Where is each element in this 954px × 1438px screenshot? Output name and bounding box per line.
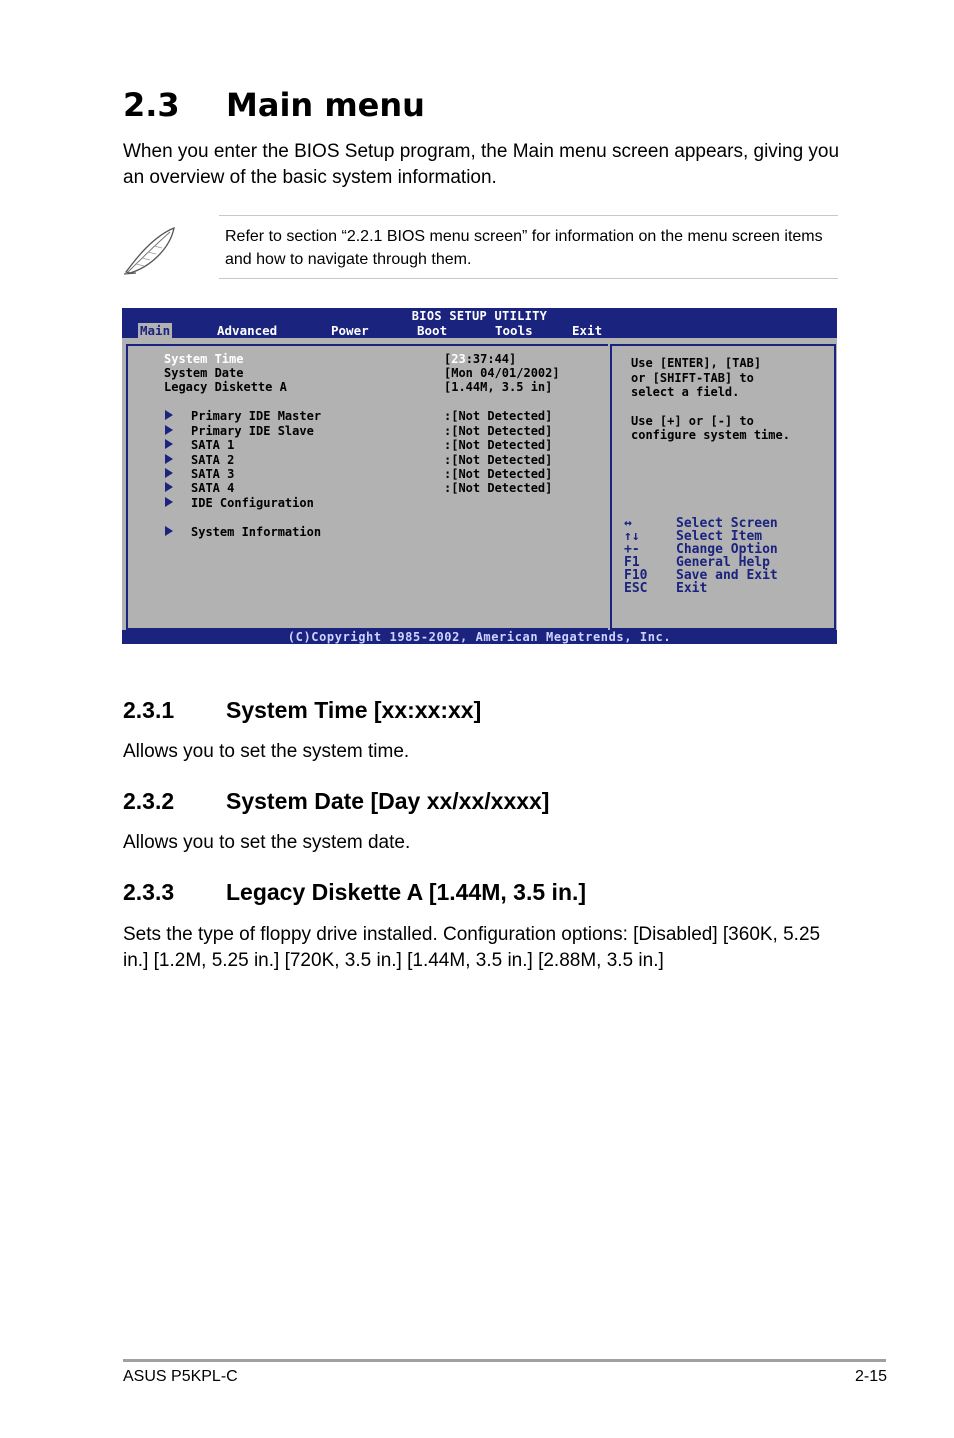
bios-screen [122, 308, 837, 644]
subsection-body-system-time: Allows you to set the system time. [123, 741, 410, 762]
submenu-sata-1[interactable]: SATA 1 [191, 438, 235, 452]
note-divider-top [219, 215, 838, 216]
intro-paragraph: When you enter the BIOS Setup program, the Main menu screen appears, giving you an overview of the basic system information. [123, 141, 840, 188]
system-time-value[interactable]: [23:37:44] [444, 352, 517, 366]
subsection-title: System Date [Day xx/xx/xxxx] [226, 788, 550, 814]
submenu-arrow-icon [165, 410, 173, 420]
submenu-arrow-icon [165, 425, 173, 435]
key-esc: ESC [624, 581, 648, 596]
key-action: Save and Exit [676, 568, 778, 583]
submenu-system-information[interactable]: System Information [191, 525, 322, 539]
footer-divider [123, 1359, 886, 1362]
note-divider-bottom [219, 278, 838, 279]
key-left-right-arrow-icon: ↔ [624, 516, 632, 531]
submenu-value: :[Not Detected] [444, 453, 553, 467]
subsection-number: 2.3.2 [123, 788, 175, 814]
system-time-hour[interactable]: 23 [451, 352, 466, 366]
bios-tab-boot[interactable]: Boot [417, 323, 448, 338]
submenu-ide-configuration[interactable]: IDE Configuration [191, 496, 314, 510]
submenu-arrow-icon [165, 454, 173, 464]
bios-title: BIOS SETUP UTILITY [411, 309, 548, 323]
key-up-down-arrow-icon: ↑↓ [624, 529, 640, 544]
subsection-heading-system-date [123, 788, 549, 815]
submenu-value: :[Not Detected] [444, 409, 553, 423]
system-date-value[interactable]: [Mon 04/01/2002] [444, 366, 560, 380]
submenu-sata-2[interactable]: SATA 2 [191, 453, 235, 467]
bios-header [122, 308, 837, 338]
submenu-value: :[Not Detected] [444, 424, 553, 438]
submenu-sata-3[interactable]: SATA 3 [191, 467, 235, 481]
help-line: or [SHIFT-TAB] to [631, 371, 754, 385]
subsection-heading-system-time [123, 697, 481, 724]
key-f10: F10 [624, 568, 648, 583]
section-number: 2.3 [123, 86, 180, 124]
subsection-title: Legacy Diskette A [1.44M, 3.5 in.] [226, 879, 587, 905]
key-action: General Help [676, 555, 770, 570]
submenu-arrow-icon [165, 439, 173, 449]
subsection-heading-legacy-diskette [123, 879, 586, 906]
bios-tab-advanced[interactable]: Advanced [217, 323, 278, 338]
bios-settings-panel [126, 344, 608, 630]
help-line: Use [ENTER], [TAB] [631, 356, 762, 370]
bios-tab-power[interactable]: Power [331, 323, 369, 338]
submenu-primary-ide-slave[interactable]: Primary IDE Slave [191, 424, 314, 438]
system-time-rest: :37:44] [465, 352, 517, 366]
submenu-value: :[Not Detected] [444, 481, 553, 495]
subsection-title: System Time [xx:xx:xx] [226, 697, 482, 723]
subsection-number: 2.3.1 [123, 697, 175, 723]
bios-tab-main[interactable]: Main [140, 323, 171, 338]
key-plus-minus: +- [624, 542, 640, 557]
key-action: Select Item [676, 529, 763, 544]
key-action: Change Option [676, 542, 778, 557]
note-text: Refer to section “2.2.1 BIOS menu screen” for information on the menu screen items and how to navigate through them. [225, 228, 823, 268]
bios-help-panel [610, 344, 836, 630]
submenu-arrow-icon [165, 482, 173, 492]
help-line: select a field. [631, 385, 740, 399]
key-action: Exit [676, 581, 708, 596]
footer-product: ASUS P5KPL-C [123, 1368, 238, 1385]
page-title [123, 86, 425, 124]
submenu-value: :[Not Detected] [444, 467, 553, 481]
key-f1: F1 [624, 555, 640, 570]
subsection-body-system-date: Allows you to set the system date. [123, 832, 411, 853]
system-date-label[interactable]: System Date [164, 366, 244, 380]
submenu-primary-ide-master[interactable]: Primary IDE Master [191, 409, 322, 423]
legacy-diskette-label[interactable]: Legacy Diskette A [164, 380, 287, 394]
help-line: configure system time. [631, 428, 790, 442]
submenu-arrow-icon [165, 497, 173, 507]
legacy-diskette-value[interactable]: [1.44M, 3.5 in] [444, 380, 553, 394]
submenu-sata-4[interactable]: SATA 4 [191, 481, 235, 495]
subsection-number: 2.3.3 [123, 879, 175, 905]
bios-tab-tools[interactable]: Tools [495, 323, 533, 338]
bios-tab-exit[interactable]: Exit [572, 323, 603, 338]
system-time-label[interactable]: System Time [164, 352, 244, 366]
section-title: Main menu [226, 86, 425, 124]
submenu-value: :[Not Detected] [444, 438, 553, 452]
help-line: Use [+] or [-] to [631, 414, 754, 428]
key-action: Select Screen [676, 516, 778, 531]
note-pen-icon [122, 226, 178, 276]
submenu-arrow-icon [165, 526, 173, 536]
submenu-arrow-icon [165, 468, 173, 478]
bios-copyright: (C)Copyright 1985-2002, American Megatrends, Inc. [122, 630, 837, 644]
footer-page-number: 2-15 [854, 1368, 887, 1385]
subsection-body-legacy-diskette: Sets the type of floppy drive installed. Configuration options: [Disabled] [360K, 5.25 in.] [1.2M, 5.25 in.] [720K, 3.5 in.] [1.44M, 3.5 in.] [2.88M, 3.5 in.] [123, 924, 821, 971]
